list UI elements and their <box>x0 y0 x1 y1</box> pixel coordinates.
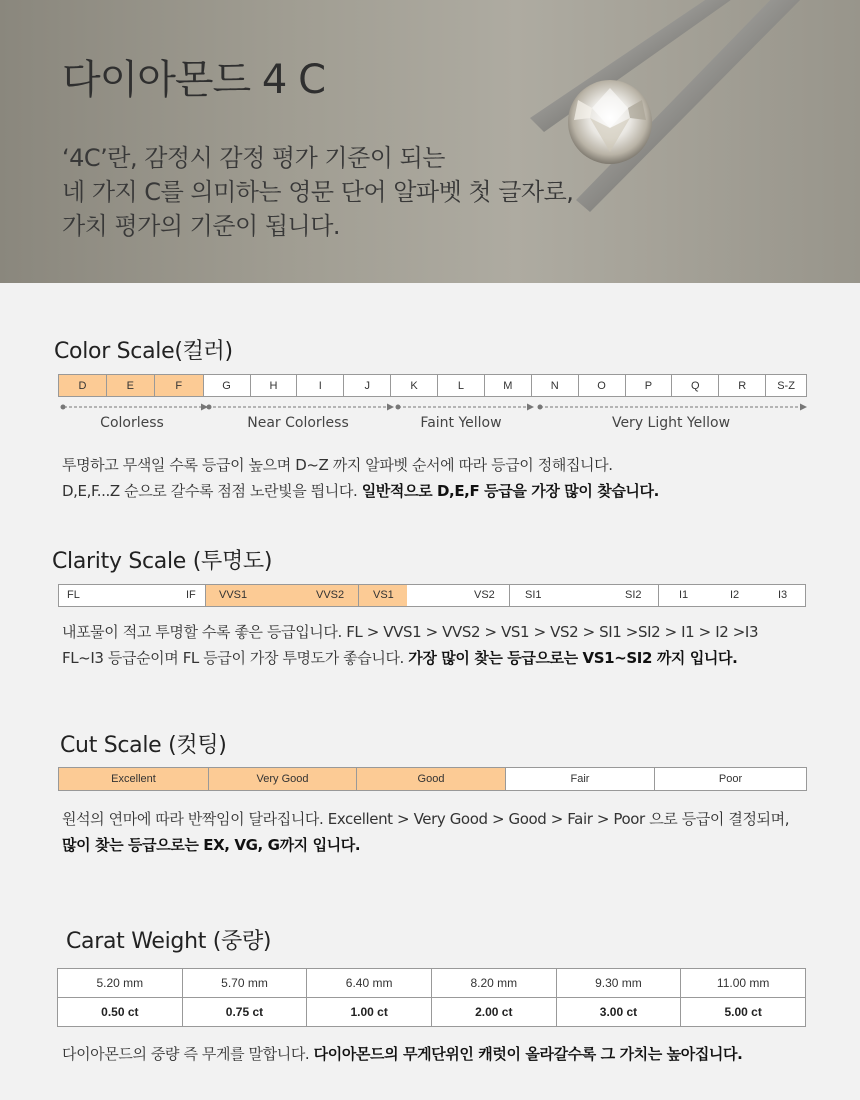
color-grade-s-z: S-Z <box>777 379 795 392</box>
color-desc-bold: 일반적으로 D,E,F 등급을 가장 많이 찾습니다. <box>361 482 659 500</box>
clarity-scale-bar <box>58 584 806 607</box>
color-grade-o: O <box>579 375 626 396</box>
color-grade-f: F <box>155 375 204 396</box>
cut-desc-line-2 <box>62 833 360 857</box>
clarity-grade-si2: SI2 <box>625 589 642 601</box>
clarity-desc-text: FL~I3 등급순이며 FL 등급이 가장 투명도가 좋습니다. <box>62 649 409 667</box>
carat-size-cell: 5.20 mm <box>58 969 183 998</box>
cut-grade-fair: Fair <box>506 768 655 790</box>
color-desc-text: D,E,F...Z 순으로 갈수록 점점 노란빛을 띕니다. <box>62 482 362 500</box>
color-grade-j: J <box>344 375 391 396</box>
cut-desc-line-1: 원석의 연마에 따라 반짝임이 달라집니다. Excellent > Very Good > Good > Fair > Poor 으로 등급이 결정되며, <box>62 810 790 828</box>
cut-grade-poor: Poor <box>718 773 743 785</box>
carat-weight-row <box>58 998 806 1027</box>
clarity-desc-line-1: 내포물이 적고 투명할 수록 좋은 등급입니다. FL > VVS1 > VVS2 > VS1 > VS2 > SI1 >SI2 > I1 > I2 >I3 <box>62 623 759 641</box>
color-grade-q: Q <box>672 375 719 396</box>
clarity-grade-fl: FL <box>67 589 80 601</box>
carat-weight-cell: 3.00 ct <box>556 998 681 1027</box>
clarity-grade-vvs1: VVS1 <box>219 589 248 601</box>
cut-scale-bar <box>58 767 807 791</box>
color-grade-r: R <box>719 375 766 396</box>
clarity-grade-vvs2: VVS2 <box>316 589 345 601</box>
color-scale-title: Color Scale(컬러) <box>54 339 233 364</box>
carat-weight-cell: 2.00 ct <box>431 998 556 1027</box>
clarity-divider <box>358 585 359 606</box>
color-grade-p: P <box>626 375 673 396</box>
color-group-faint-yellow: Faint Yellow <box>420 415 502 431</box>
clarity-scale-title: Clarity Scale (투명도) <box>52 549 273 574</box>
color-grade-n: N <box>532 375 579 396</box>
color-grade-d: D <box>59 375 107 396</box>
hero-text-line-3: 가치 평가의 기준이 됩니다. <box>62 212 341 240</box>
color-grade-k: K <box>391 375 438 396</box>
color-desc-line-2 <box>62 479 659 503</box>
diamond-tweezers-image <box>530 0 860 283</box>
clarity-divider <box>658 585 659 606</box>
carat-desc-bold: 다이아몬드의 무게단위인 캐럿이 올라갈수록 그 가치는 높아집니다. <box>313 1045 743 1063</box>
color-desc-line-1: 투명하고 무색일 수록 등급이 높으며 D~Z 까지 알파벳 순서에 따라 등급이 정해집니다. <box>62 456 613 474</box>
color-group-brackets <box>60 400 808 414</box>
color-group-colorless: Colorless <box>100 415 164 431</box>
color-group-very-light-yellow: Very Light Yellow <box>611 415 731 431</box>
cut-desc-bold: 많이 찾는 등급으로는 EX, VG, G까지 입니다. <box>62 836 361 854</box>
clarity-grade-i3: I3 <box>778 589 788 601</box>
clarity-grade-i1: I1 <box>679 589 689 601</box>
carat-size-row <box>58 969 806 998</box>
carat-size-cell: 9.30 mm <box>556 969 681 998</box>
color-scale-bar <box>58 374 807 397</box>
carat-weight-cell: 1.00 ct <box>307 998 432 1027</box>
clarity-divider <box>205 585 206 606</box>
color-grade-l: L <box>438 375 485 396</box>
hero-banner <box>0 0 860 283</box>
carat-weight-title: Carat Weight (중량) <box>66 929 272 954</box>
hero-text-line-1: ‘4C’란, 감정시 감정 평가 기준이 되는 <box>62 144 445 172</box>
clarity-grade-si1: SI1 <box>525 589 542 601</box>
carat-size-cell: 5.70 mm <box>182 969 307 998</box>
cut-scale-title: Cut Scale (컷팅) <box>60 733 227 758</box>
carat-weight-table <box>57 968 806 1027</box>
carat-desc-text: 다이아몬드의 중량 즉 무게를 말합니다. <box>62 1045 314 1063</box>
color-group-near-colorless: Near Colorless <box>247 415 349 431</box>
carat-weight-cell: 0.75 ct <box>182 998 307 1027</box>
carat-weight-cell: 0.50 ct <box>58 998 183 1027</box>
clarity-divider <box>509 585 510 606</box>
color-grade-h: H <box>251 375 298 396</box>
clarity-grade-vs2: VS2 <box>474 589 495 601</box>
clarity-grade-if: IF <box>186 589 196 601</box>
clarity-grade-i2: I2 <box>730 589 740 601</box>
color-grade-m: M <box>485 375 532 396</box>
carat-weight-cell: 5.00 ct <box>681 998 806 1027</box>
clarity-desc-line-2 <box>62 646 737 670</box>
cut-grade-very-good: Very Good <box>209 768 357 790</box>
clarity-grade-vs1: VS1 <box>373 589 394 601</box>
carat-size-cell: 6.40 mm <box>307 969 432 998</box>
cut-grade-good: Good <box>357 768 506 790</box>
carat-size-cell: 11.00 mm <box>681 969 806 998</box>
clarity-desc-bold: 가장 많이 찾는 등급으로는 VS1~SI2 까지 입니다. <box>408 649 738 667</box>
cut-grade-excellent: Excellent <box>59 768 209 790</box>
color-grade-i: I <box>297 375 344 396</box>
page-title: 다이아몬드 4 C <box>62 57 326 103</box>
color-grade-e: E <box>107 375 155 396</box>
color-grade-g: G <box>204 375 251 396</box>
carat-size-cell: 8.20 mm <box>431 969 556 998</box>
carat-desc <box>62 1042 742 1066</box>
hero-text-line-2: 네 가지 C를 의미하는 영문 단어 알파벳 첫 글자로, <box>62 178 574 206</box>
